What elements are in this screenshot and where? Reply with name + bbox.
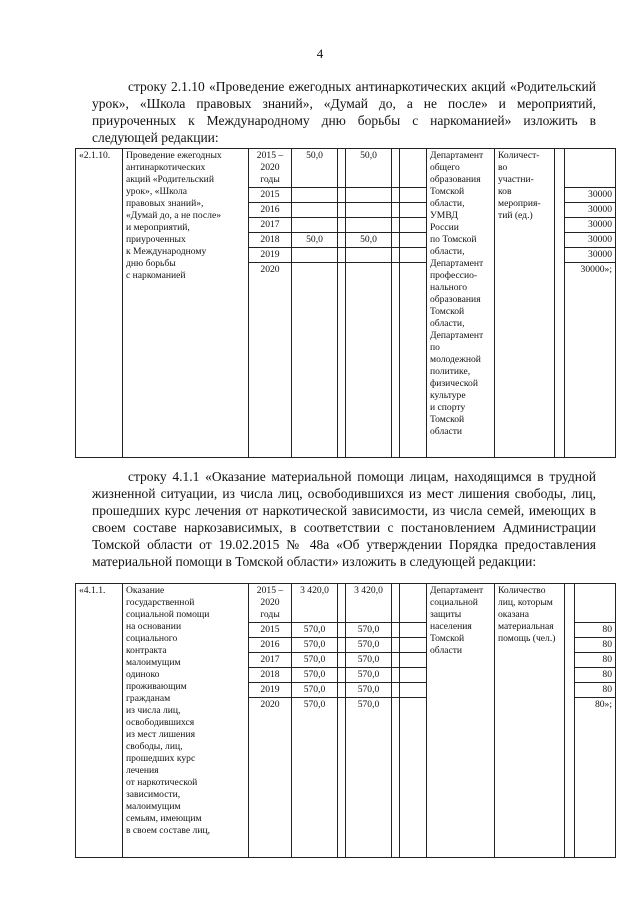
regional-cell: 570,0 <box>346 668 392 683</box>
blank-cell <box>338 638 346 653</box>
paragraph-2-1-10 <box>92 78 596 146</box>
regional-cell <box>346 188 392 203</box>
paragraph-4-1-1 <box>92 468 596 570</box>
blank-cell <box>338 218 346 233</box>
regional-cell <box>346 248 392 263</box>
blank-cell <box>338 623 346 638</box>
blank-cell <box>338 584 346 623</box>
regional-cell: 570,0 <box>346 653 392 668</box>
year-cell: 2015 – 2020 годы <box>249 149 292 188</box>
indicator: Количество лиц, которым оказана материальная помощь (чел.) <box>495 584 565 858</box>
measure-code: «2.1.10. <box>76 149 123 458</box>
blank-cell <box>338 149 346 188</box>
value-cell: 80»; <box>575 698 616 858</box>
blank-cell <box>392 233 400 248</box>
blank-cell <box>338 653 346 668</box>
blank-cell <box>392 623 400 638</box>
value-cell <box>565 149 616 188</box>
paragraph-lead: строку 4.1.1 <box>128 469 200 484</box>
regional-cell: 50,0 <box>346 233 392 248</box>
blank-cell <box>565 584 575 858</box>
measure-table-4-1-1 <box>75 583 616 858</box>
year-cell: 2015 <box>249 188 292 203</box>
blank-cell <box>400 149 427 188</box>
total-cell: 50,0 <box>292 149 338 188</box>
value-cell: 30000 <box>565 188 616 203</box>
regional-cell: 570,0 <box>346 698 392 858</box>
executor: Департамент общего образования Томской области, УМВД России по Томской области, Департамент профессио- нального образования Томской области, Департамент по молодежной политике, физической культуре и спорту Томской области <box>427 149 495 458</box>
total-cell <box>292 188 338 203</box>
blank-cell <box>400 623 427 638</box>
value-cell: 80 <box>575 683 616 698</box>
blank-cell <box>392 248 400 263</box>
total-cell: 570,0 <box>292 653 338 668</box>
total-cell <box>292 248 338 263</box>
total-cell: 3 420,0 <box>292 584 338 623</box>
total-cell <box>292 218 338 233</box>
year-cell: 2019 <box>249 248 292 263</box>
measure-name: Проведение ежегодных антинаркотических акций «Родительский урок», «Школа правовых знаний», «Думай до, а не после» и мероприятий, приуроченных к Международному дню борьбы с наркоманией <box>123 149 249 458</box>
value-cell: 30000 <box>565 203 616 218</box>
total-cell: 570,0 <box>292 683 338 698</box>
regional-cell <box>346 203 392 218</box>
blank-cell <box>400 263 427 458</box>
blank-cell <box>338 203 346 218</box>
blank-cell <box>400 584 427 623</box>
blank-cell <box>338 668 346 683</box>
regional-cell: 570,0 <box>346 683 392 698</box>
year-cell: 2015 <box>249 623 292 638</box>
value-cell: 80 <box>575 653 616 668</box>
year-cell: 2017 <box>249 218 292 233</box>
blank-cell <box>400 638 427 653</box>
value-cell: 30000 <box>565 218 616 233</box>
blank-cell <box>392 149 400 188</box>
measure-code: «4.1.1. <box>76 584 123 858</box>
blank-cell <box>338 188 346 203</box>
total-cell <box>292 263 338 458</box>
blank-cell <box>392 203 400 218</box>
executor: Департамент социальной защиты населения Томской области <box>427 584 495 858</box>
year-cell: 2016 <box>249 203 292 218</box>
year-cell: 2020 <box>249 698 292 858</box>
blank-cell <box>392 668 400 683</box>
measure-name: Оказание государственной социальной помощи на основании социального контракта малоимущим одиноко проживающим гражданам из числа лиц, освободившихся из мест лишения свободы, лиц, прошедших курс лечения от наркотической зависимости, малоимущим семьям, имеющим в своем составе лиц, <box>123 584 249 858</box>
paragraph-lead: строку 2.1.10 <box>128 79 205 94</box>
blank-cell <box>338 683 346 698</box>
total-cell: 570,0 <box>292 623 338 638</box>
paragraph-body: «Оказание материальной помощи лицам, находящимся в трудной жизненной ситуации, из числа лиц, освободившихся из мест лишения свободы, лиц, прошедших курс лечения от наркотической зависимости, из числа семей, имеющих в своем составе наркозависимых, в соответствии с постановлением Администрации Томской области от 19.02.2015 № 48а «Об утверждении Порядка предоставления материальной помощи в Томской области» изложить в следующей редакции: <box>92 469 596 569</box>
value-cell: 30000 <box>565 248 616 263</box>
total-cell: 570,0 <box>292 668 338 683</box>
blank-cell <box>400 683 427 698</box>
regional-cell: 570,0 <box>346 623 392 638</box>
value-cell: 30000»; <box>565 263 616 458</box>
total-cell: 50,0 <box>292 233 338 248</box>
blank-cell <box>338 233 346 248</box>
regional-cell: 3 420,0 <box>346 584 392 623</box>
value-cell: 30000 <box>565 233 616 248</box>
blank-cell <box>400 188 427 203</box>
blank-cell <box>392 698 400 858</box>
value-cell: 80 <box>575 668 616 683</box>
blank-cell <box>555 149 565 458</box>
year-cell: 2018 <box>249 233 292 248</box>
blank-cell <box>338 263 346 458</box>
year-cell: 2016 <box>249 638 292 653</box>
regional-cell <box>346 218 392 233</box>
blank-cell <box>392 584 400 623</box>
blank-cell <box>400 203 427 218</box>
value-cell: 80 <box>575 623 616 638</box>
blank-cell <box>392 188 400 203</box>
paragraph-body: «Проведение ежегодных антинаркотических акций «Родительский урок», «Школа правовых знаний», «Думай до, а не после» и мероприятий, приуроченных к Международному дню борьбы с наркоманией» изложить в следующей редакции: <box>92 79 596 145</box>
blank-cell <box>400 233 427 248</box>
blank-cell <box>392 638 400 653</box>
total-cell: 570,0 <box>292 698 338 858</box>
regional-cell: 50,0 <box>346 149 392 188</box>
blank-cell <box>400 698 427 858</box>
blank-cell <box>338 698 346 858</box>
year-cell: 2018 <box>249 668 292 683</box>
value-cell <box>575 584 616 623</box>
blank-cell <box>400 653 427 668</box>
year-cell: 2019 <box>249 683 292 698</box>
blank-cell <box>392 653 400 668</box>
value-cell: 80 <box>575 638 616 653</box>
total-cell <box>292 203 338 218</box>
blank-cell <box>400 248 427 263</box>
year-cell: 2017 <box>249 653 292 668</box>
total-cell: 570,0 <box>292 638 338 653</box>
blank-cell <box>400 668 427 683</box>
indicator: Количест- во участни- ков мероприя- тий (ед.) <box>495 149 555 458</box>
blank-cell <box>338 248 346 263</box>
page-number: 4 <box>316 46 324 61</box>
regional-cell <box>346 263 392 458</box>
blank-cell <box>392 683 400 698</box>
year-cell: 2020 <box>249 263 292 458</box>
measure-table-2-1-10 <box>75 148 616 458</box>
blank-cell <box>392 218 400 233</box>
blank-cell <box>400 218 427 233</box>
regional-cell: 570,0 <box>346 638 392 653</box>
blank-cell <box>392 263 400 458</box>
year-cell: 2015 – 2020 годы <box>249 584 292 623</box>
